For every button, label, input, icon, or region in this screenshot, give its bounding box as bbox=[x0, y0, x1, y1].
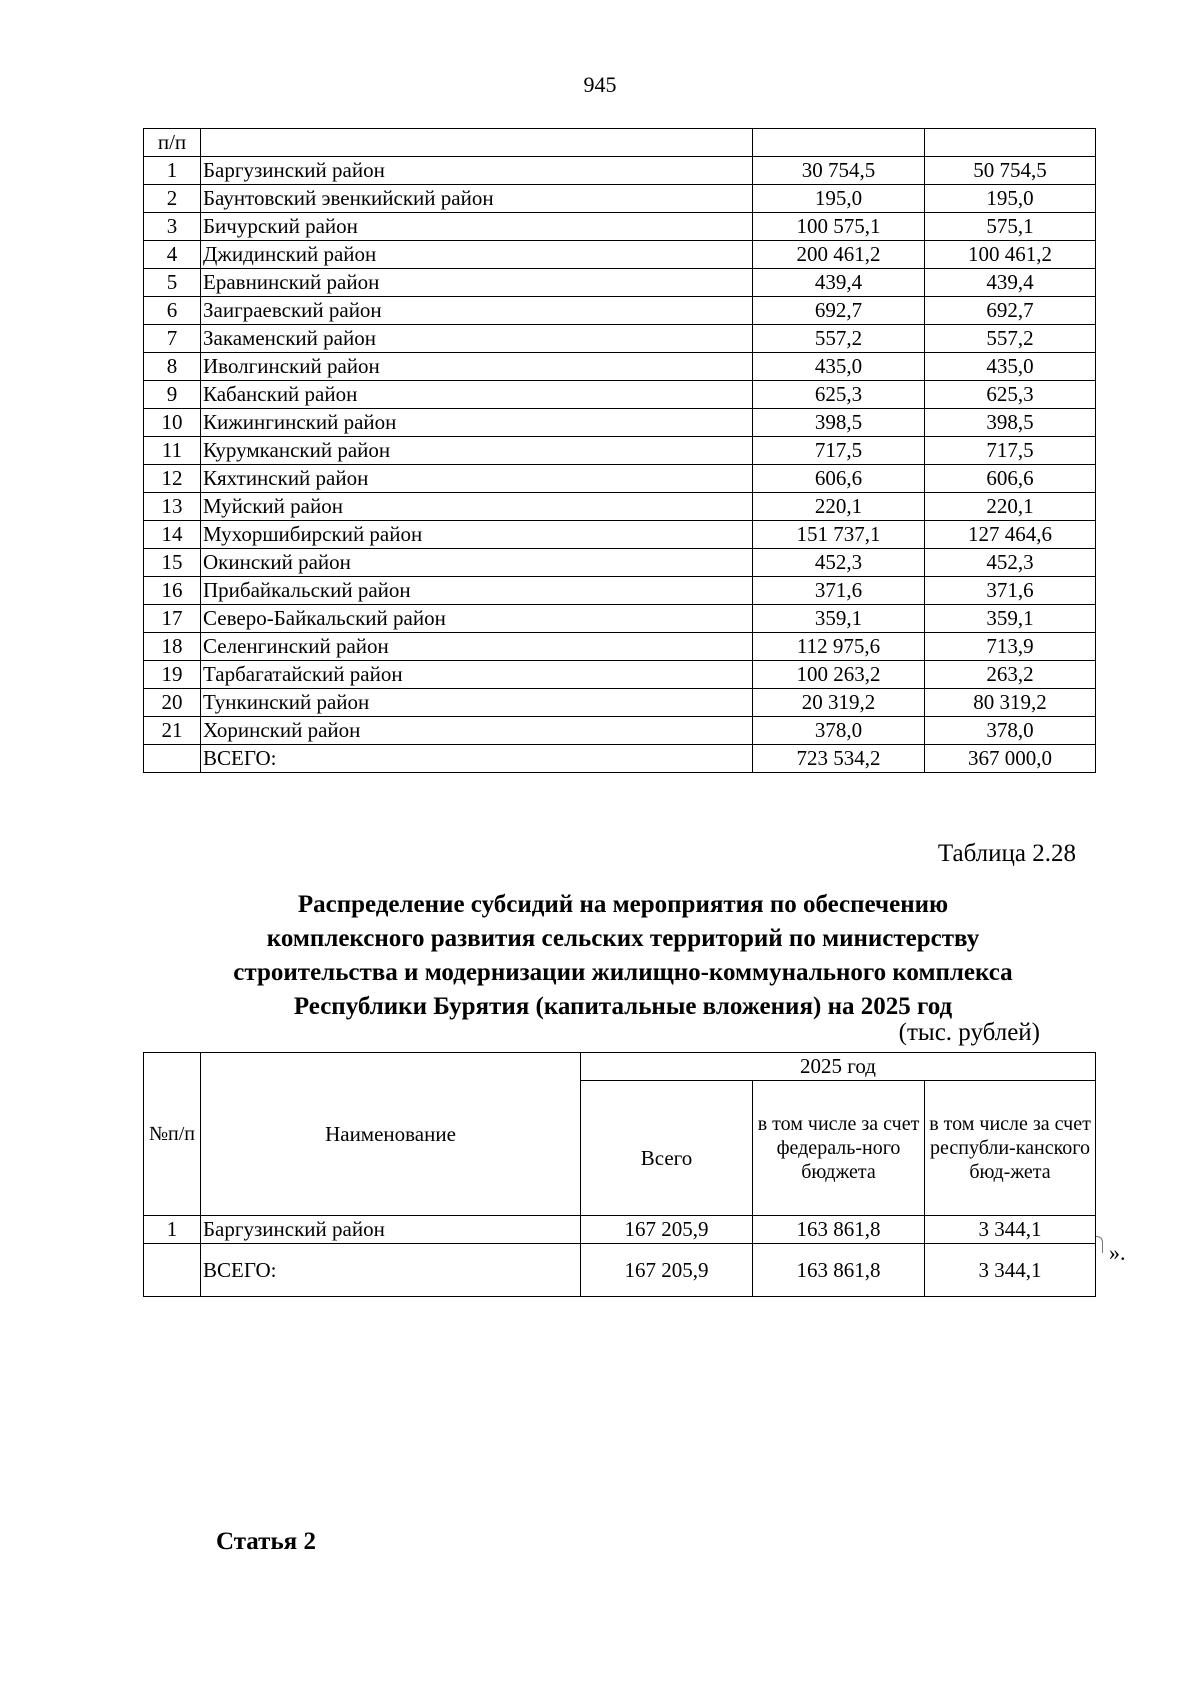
table-row bbox=[144, 605, 1096, 633]
title-line: комплексного развития сельских территорий по министерству bbox=[266, 925, 980, 952]
row-number: 20 bbox=[144, 689, 201, 717]
row-value-1: 435,0 bbox=[753, 353, 925, 381]
districts-table bbox=[143, 128, 1096, 773]
row-name: Баунтовский эвенкийский район bbox=[201, 185, 753, 213]
row-republic: 3 344,1 bbox=[925, 1244, 1096, 1297]
title-line: строительства и модернизации жилищно-коммунального комплекса bbox=[233, 959, 1013, 986]
row-value-1: 606,6 bbox=[753, 465, 925, 493]
row-value-1: 717,5 bbox=[753, 437, 925, 465]
row-number: 6 bbox=[144, 297, 201, 325]
row-value-2: 717,5 bbox=[925, 437, 1096, 465]
row-number bbox=[144, 1244, 201, 1297]
row-number: 11 bbox=[144, 437, 201, 465]
row-value-2: 195,0 bbox=[925, 185, 1096, 213]
row-value-1: 625,3 bbox=[753, 381, 925, 409]
row-name: Закаменский район bbox=[201, 325, 753, 353]
total-row bbox=[144, 745, 1096, 773]
column-header-federal: в том числе за счет федераль-ного бюджета bbox=[753, 1081, 925, 1216]
row-name: Прибайкальский район bbox=[201, 577, 753, 605]
row-number: 5 bbox=[144, 269, 201, 297]
article-heading: Статья 2 bbox=[216, 1528, 316, 1555]
row-value-1: 100 575,1 bbox=[753, 213, 925, 241]
column-header-value-2 bbox=[925, 129, 1096, 157]
column-header-republic: в том числе за счет республи-канского бюд-жета bbox=[925, 1081, 1096, 1216]
table-row bbox=[144, 689, 1096, 717]
column-header-value-1 bbox=[753, 129, 925, 157]
row-name: ВСЕГО: bbox=[201, 745, 753, 773]
row-value-1: 359,1 bbox=[753, 605, 925, 633]
row-value-1: 452,3 bbox=[753, 549, 925, 577]
table-header-row bbox=[144, 129, 1096, 157]
row-number: 2 bbox=[144, 185, 201, 213]
row-value-1: 692,7 bbox=[753, 297, 925, 325]
table-row bbox=[144, 717, 1096, 745]
table-row bbox=[144, 437, 1096, 465]
row-number: 14 bbox=[144, 521, 201, 549]
title-line: Республики Бурятия (капитальные вложения) на 2025 год bbox=[293, 993, 953, 1020]
row-name: Кижингинский район bbox=[201, 409, 753, 437]
row-value-1: 220,1 bbox=[753, 493, 925, 521]
table-row bbox=[144, 297, 1096, 325]
subsidy-table-body bbox=[144, 1053, 1096, 1297]
row-value-2: 127 464,6 bbox=[925, 521, 1096, 549]
column-header-name: Наименование bbox=[201, 1053, 581, 1216]
row-name: Кабанский район bbox=[201, 381, 753, 409]
row-number: 9 bbox=[144, 381, 201, 409]
title-line: Распределение субсидий на мероприятия по обеспечению bbox=[297, 891, 949, 918]
row-name: Курумканский район bbox=[201, 437, 753, 465]
row-name: Мухоршибирский район bbox=[201, 521, 753, 549]
row-federal: 163 861,8 bbox=[753, 1216, 925, 1244]
row-value-1: 557,2 bbox=[753, 325, 925, 353]
row-value-2: 263,2 bbox=[925, 661, 1096, 689]
row-number bbox=[144, 745, 201, 773]
table-label: Таблица 2.28 bbox=[937, 840, 1076, 867]
row-number: 15 bbox=[144, 549, 201, 577]
row-number: 19 bbox=[144, 661, 201, 689]
row-number: 10 bbox=[144, 409, 201, 437]
row-value-2: 50 754,5 bbox=[925, 157, 1096, 185]
table-title bbox=[143, 888, 1103, 1024]
row-value-1: 398,5 bbox=[753, 409, 925, 437]
scan-artifact-mark bbox=[1096, 1236, 1103, 1253]
row-name: Баргузинский район bbox=[201, 157, 753, 185]
row-number: 4 bbox=[144, 241, 201, 269]
row-value-2: 692,7 bbox=[925, 297, 1096, 325]
row-value-1: 30 754,5 bbox=[753, 157, 925, 185]
table-row bbox=[144, 409, 1096, 437]
table-row bbox=[144, 269, 1096, 297]
unit-label: (тыс. рублей) bbox=[898, 1019, 1040, 1046]
row-value-1: 439,4 bbox=[753, 269, 925, 297]
table-row bbox=[144, 213, 1096, 241]
column-header-total: Всего bbox=[581, 1081, 753, 1216]
row-value-1: 200 461,2 bbox=[753, 241, 925, 269]
row-value-2: 557,2 bbox=[925, 325, 1096, 353]
column-header-number: п/п bbox=[144, 129, 201, 157]
table-row bbox=[144, 521, 1096, 549]
table-row bbox=[144, 1216, 1096, 1244]
row-federal: 163 861,8 bbox=[753, 1244, 925, 1297]
row-value-1: 195,0 bbox=[753, 185, 925, 213]
row-name: ВСЕГО: bbox=[201, 1244, 581, 1297]
table-row bbox=[144, 661, 1096, 689]
row-name: Тарбагатайский район bbox=[201, 661, 753, 689]
column-header-number: №п/п bbox=[144, 1053, 201, 1216]
row-value-1: 151 737,1 bbox=[753, 521, 925, 549]
row-number: 18 bbox=[144, 633, 201, 661]
row-number: 1 bbox=[144, 1216, 201, 1244]
row-value-2: 100 461,2 bbox=[925, 241, 1096, 269]
row-name: Окинский район bbox=[201, 549, 753, 577]
table-header-row bbox=[144, 1053, 1096, 1081]
row-number: 12 bbox=[144, 465, 201, 493]
row-name: Иволгинский район bbox=[201, 353, 753, 381]
table-row bbox=[144, 577, 1096, 605]
table-row bbox=[144, 157, 1096, 185]
row-number: 17 bbox=[144, 605, 201, 633]
districts-table-body bbox=[144, 129, 1096, 773]
column-header-year: 2025 год bbox=[581, 1053, 1096, 1081]
row-value-2: 220,1 bbox=[925, 493, 1096, 521]
row-value-2: 625,3 bbox=[925, 381, 1096, 409]
row-number: 16 bbox=[144, 577, 201, 605]
row-name: Джидинский район bbox=[201, 241, 753, 269]
row-value-2: 452,3 bbox=[925, 549, 1096, 577]
row-name: Баргузинский район bbox=[201, 1216, 581, 1244]
row-value-2: 439,4 bbox=[925, 269, 1096, 297]
row-value-2: 371,6 bbox=[925, 577, 1096, 605]
row-value-1: 20 319,2 bbox=[753, 689, 925, 717]
subsidy-table bbox=[143, 1052, 1096, 1297]
table-row bbox=[144, 633, 1096, 661]
closing-quote: ». bbox=[1109, 1240, 1126, 1265]
row-value-2: 378,0 bbox=[925, 717, 1096, 745]
row-name: Кяхтинский район bbox=[201, 465, 753, 493]
row-value-2: 606,6 bbox=[925, 465, 1096, 493]
row-value-1: 112 975,6 bbox=[753, 633, 925, 661]
row-value-2: 359,1 bbox=[925, 605, 1096, 633]
row-number: 7 bbox=[144, 325, 201, 353]
table-row bbox=[144, 549, 1096, 577]
row-number: 8 bbox=[144, 353, 201, 381]
row-name: Заиграевский район bbox=[201, 297, 753, 325]
row-name: Хоринский район bbox=[201, 717, 753, 745]
row-number: 21 bbox=[144, 717, 201, 745]
row-name: Селенгинский район bbox=[201, 633, 753, 661]
row-total: 167 205,9 bbox=[581, 1244, 753, 1297]
row-value-2: 367 000,0 bbox=[925, 745, 1096, 773]
row-value-2: 575,1 bbox=[925, 213, 1096, 241]
row-total: 167 205,9 bbox=[581, 1216, 753, 1244]
row-name: Северо-Байкальский район bbox=[201, 605, 753, 633]
row-number: 1 bbox=[144, 157, 201, 185]
row-number: 13 bbox=[144, 493, 201, 521]
row-value-2: 398,5 bbox=[925, 409, 1096, 437]
page-number: 945 bbox=[583, 72, 617, 97]
row-value-2: 435,0 bbox=[925, 353, 1096, 381]
table-row bbox=[144, 185, 1096, 213]
row-name: Еравнинский район bbox=[201, 269, 753, 297]
row-name: Муйский район bbox=[201, 493, 753, 521]
row-value-2: 80 319,2 bbox=[925, 689, 1096, 717]
table-row bbox=[144, 493, 1096, 521]
row-value-1: 723 534,2 bbox=[753, 745, 925, 773]
row-name: Тункинский район bbox=[201, 689, 753, 717]
total-row bbox=[144, 1244, 1096, 1297]
row-number: 3 bbox=[144, 213, 201, 241]
row-republic: 3 344,1 bbox=[925, 1216, 1096, 1244]
table-row bbox=[144, 353, 1096, 381]
row-name: Бичурский район bbox=[201, 213, 753, 241]
table-row bbox=[144, 381, 1096, 409]
table-row bbox=[144, 325, 1096, 353]
table-row bbox=[144, 465, 1096, 493]
row-value-1: 378,0 bbox=[753, 717, 925, 745]
row-value-1: 371,6 bbox=[753, 577, 925, 605]
column-header-name bbox=[201, 129, 753, 157]
table-row bbox=[144, 241, 1096, 269]
row-value-1: 100 263,2 bbox=[753, 661, 925, 689]
row-value-2: 713,9 bbox=[925, 633, 1096, 661]
